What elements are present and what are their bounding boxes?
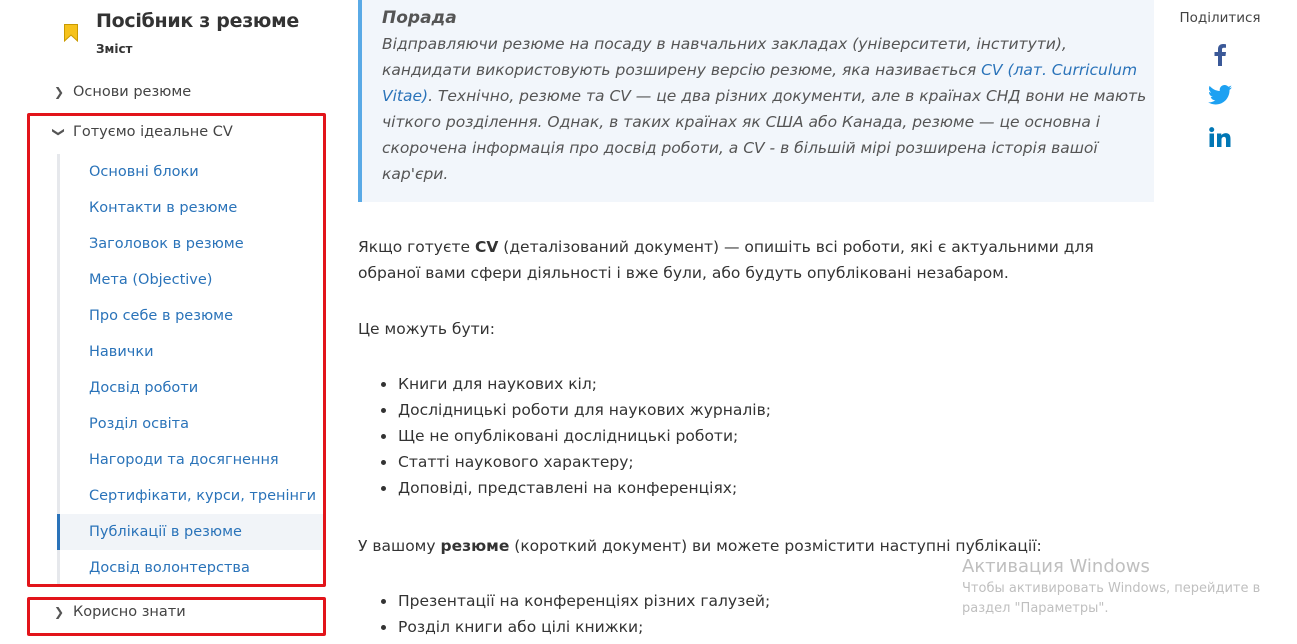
share-label: Поділитися bbox=[1179, 10, 1261, 26]
subitem-certificates[interactable]: Сертифікати, курси, тренінги bbox=[89, 488, 317, 504]
watermark-line: раздел "Параметры". bbox=[962, 601, 1109, 616]
subitem-volunteering[interactable]: Досвід волонтерства bbox=[89, 560, 250, 576]
subitem-awards[interactable]: Нагороди та досягнення bbox=[89, 452, 279, 468]
cv-link[interactable]: CV (лат. Curriculum Vitae) bbox=[382, 61, 1138, 105]
subitem-main-blocks[interactable]: Основні блоки bbox=[89, 164, 199, 180]
subitem-publications[interactable]: Публікації в резюме bbox=[57, 514, 326, 550]
windows-activation-watermark bbox=[962, 555, 1260, 619]
table-of-contents-sidebar bbox=[0, 0, 340, 644]
text: Якщо готуєте bbox=[358, 238, 475, 256]
tip-text-part: Відправляючи резюме на посаду в навчальних закладах (університети, інститути), кандидати використовують розширену версію резюме, яка називається bbox=[382, 35, 1067, 79]
subitem-experience[interactable]: Досвід роботи bbox=[89, 380, 199, 396]
list-item: Презентації на конференціях різних галузей; bbox=[378, 588, 770, 614]
twitter-icon[interactable] bbox=[1208, 85, 1232, 105]
tip-callout bbox=[358, 0, 1154, 202]
subitem-headline[interactable]: Заголовок в резюме bbox=[89, 236, 244, 252]
tip-text bbox=[382, 31, 1152, 187]
tip-text-part: . Технічно, резюме та CV — це два різних документи, але в країнах СНД вони не мають чіткого розділення. Однак, в таких країнах як США або Канада, резюме — це основна і скорочена інформація про досвід роботи, а CV - в більшій мірі розширена історія вашої кар'єри. bbox=[382, 87, 1147, 183]
text: (деталізований документ) — опишіть всі роботи, які є актуальними для обраної вами сфери діяльності і вже були, або будуть опубліковані незабаром. bbox=[358, 238, 1094, 282]
contents-label: Зміст bbox=[96, 42, 133, 56]
subitem-education[interactable]: Розділ освіта bbox=[89, 416, 190, 432]
section-label: Готуємо ідеальне CV bbox=[73, 124, 233, 140]
section-basics[interactable] bbox=[52, 84, 191, 100]
paragraph-could-be: Це можуть бути: bbox=[358, 320, 495, 338]
list-item: Ще не опубліковані дослідницькі роботи; bbox=[378, 423, 771, 449]
chevron-down-icon: ❯ bbox=[52, 126, 66, 138]
bold-text: CV bbox=[474, 238, 499, 256]
bold-text: резюме bbox=[440, 537, 510, 555]
section-label: Основи резюме bbox=[73, 84, 192, 100]
list-item: Доповіді, представлені на конференціях; bbox=[378, 475, 771, 501]
list-item: Дослідницькі роботи для наукових журналів; bbox=[378, 397, 771, 423]
subsection-list bbox=[57, 154, 323, 586]
watermark-title: Активация Windows bbox=[962, 556, 1150, 577]
linkedin-icon[interactable] bbox=[1209, 127, 1231, 147]
share-panel bbox=[1170, 10, 1270, 147]
section-useful[interactable] bbox=[52, 604, 186, 620]
subitem-about[interactable]: Про себе в резюме bbox=[89, 308, 234, 324]
publication-list-cv bbox=[378, 371, 771, 501]
subitem-objective[interactable]: Мета (Objective) bbox=[89, 272, 213, 288]
tip-title: Порада bbox=[382, 8, 457, 28]
list-item: Книги для наукових кіл; bbox=[378, 371, 771, 397]
subitem-contacts[interactable]: Контакти в резюме bbox=[89, 200, 238, 216]
bookmark-icon bbox=[64, 24, 78, 42]
text: У вашому bbox=[358, 537, 441, 555]
chevron-right-icon: ❯ bbox=[53, 605, 65, 619]
facebook-icon[interactable] bbox=[1213, 44, 1227, 66]
list-item: Розділ книги або цілі книжки; bbox=[378, 614, 770, 640]
publication-list-resume bbox=[378, 588, 770, 640]
chevron-right-icon: ❯ bbox=[53, 85, 65, 99]
guide-title: Посібник з резюме bbox=[96, 10, 299, 32]
subitem-skills[interactable]: Навички bbox=[89, 344, 154, 360]
text: (короткий документ) ви можете розмістити наступні публікації: bbox=[509, 537, 1042, 555]
list-item: Статті наукового характеру; bbox=[378, 449, 771, 475]
watermark-line: Чтобы активировать Windows, перейдите в bbox=[962, 581, 1261, 596]
section-ideal-cv[interactable] bbox=[52, 124, 233, 140]
section-label: Корисно знати bbox=[73, 604, 186, 620]
paragraph-cv bbox=[358, 234, 1148, 286]
